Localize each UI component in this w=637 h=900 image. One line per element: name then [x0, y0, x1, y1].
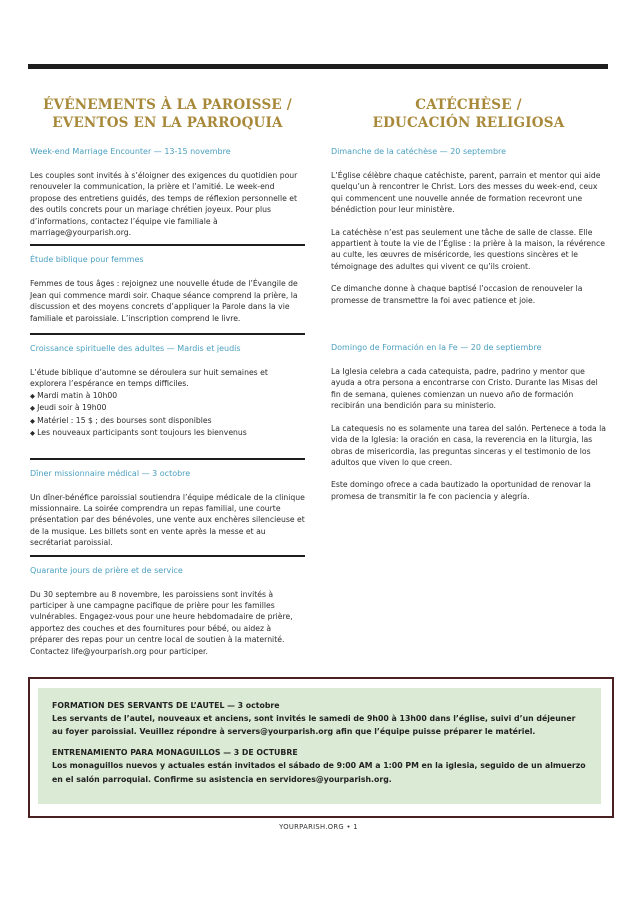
notice-text-fr: Les servants de l’autel, nouveaux et anciens, sont invités le samedi de 9h00 à 13h00 dans l’église, suivi d’un déjeuner au foyer paroissial. Veuillez répondre à servers@yourparish.org afin que l’équipe puisse préparer le matériel.	[52, 714, 576, 737]
event-heading: Dîner missionnaire médical — 3 octobre	[30, 468, 191, 478]
list-item: ◆ Matériel : 15 $ ; des bourses sont disponibles	[30, 415, 305, 427]
section-divider	[30, 458, 305, 460]
event-text: Un dîner-bénéfice paroissial soutiendra l’équipe médicale de la clinique missionnaire. La soirée comprendra un repas familial, une courte présentation par des bénévoles, une vente aux enchères silencieuse et de la musique. Les billets sont en vente après la messe et au secrétariat paroissial.	[30, 492, 305, 548]
events-column	[30, 96, 305, 657]
section-divider	[30, 555, 305, 557]
events-title-es: EVENTOS EN LA PARROQUIA	[52, 115, 283, 131]
catechesis-heading-fr: Dimanche de la catéchèse — 20 septembre	[331, 147, 507, 156]
section-divider	[30, 333, 305, 335]
events-title	[30, 96, 305, 132]
catechesis-title	[331, 96, 606, 132]
event-heading: Week-end Marriage Encounter — 13-15 novembre	[30, 147, 231, 156]
notice-heading-es: ENTRENAMIENTO PARA MONAGUILLOS — 3 DE OCTUBRE	[52, 748, 298, 758]
paragraph: Ce dimanche donne à chaque baptisé l’occasion de renouveler la promesse de transmettre la foi avec patience et joie.	[331, 284, 583, 305]
altar-server-notice-body	[38, 688, 601, 804]
list-item: ◆ Jeudi soir à 19h00	[30, 402, 305, 414]
event-text: Les couples sont invités à s’éloigner des exigences du quotidien pour renouveler la communication, la prière et l’amitié. Le week-end propose des entretiens guidés, des temps de réflexion personnelle et des outils concrets pour un mariage chrétien joyeux. Pour plus d’informations, contactez l’équipe vie familiale à marriage@yourparish.org.	[30, 171, 298, 238]
altar-server-notice	[28, 677, 614, 818]
event-heading: Étude biblique pour femmes	[30, 255, 144, 265]
events-title-fr: ÉVÉNEMENTS À LA PAROISSE /	[43, 97, 292, 113]
altar-server-es	[52, 747, 587, 785]
event-text: Femmes de tous âges : rejoignez une nouvelle étude de l’Évangile de Jean qui commence mardi soir. Chaque séance comprend la prière, la discussion et des moyens concrets d’appliquer la Parole dans la vie familiale et paroissiale. L’inscription comprend le livre.	[30, 279, 298, 323]
list-item: ◆ Les nouveaux participants sont toujours les bienvenus	[30, 427, 305, 439]
event-mission-dinner	[30, 468, 305, 549]
event-forty-days	[30, 565, 305, 657]
page-footer: YOURPARISH.ORG • 1	[279, 823, 358, 831]
paragraph: La catequesis no es solamente una tarea del salón. Pertenece a toda la vida de la Iglesia: la oración en casa, la reverencia en la liturgia, las obras de misericordia, las preguntas sinceras y el testimonio de los adultos que viven lo que creen.	[331, 423, 606, 467]
catechesis-sunday-fr	[331, 146, 606, 306]
notice-heading-fr: FORMATION DES SERVANTS DE L’AUTEL — 3 octobre	[52, 701, 280, 710]
section-divider	[30, 244, 305, 246]
event-heading: Quarante jours de prière et de service	[30, 565, 183, 575]
paragraph: L’Église célèbre chaque catéchiste, parent, parrain et mentor qui aide quelqu’un à rencontrer le Christ. Lors des messes du week-end, ceux qui commencent une nouvelle année de formation recevront une bénédiction pour leur ministère.	[331, 171, 601, 215]
event-womens-bible-study	[30, 254, 305, 324]
list-item: ◆ Mardi matin à 10h00	[30, 390, 305, 402]
notice-text-es: Los monaguillos nuevos y actuales están invitados el sábado de 9:00 AM a 1:00 PM en la iglesia, seguido de un almuerzo en el salón parroquial. Confirme su asistencia en servidores@yourparish.org.	[52, 761, 586, 784]
schedule-list	[30, 390, 305, 440]
event-text: Du 30 septembre au 8 novembre, les paroissiens sont invités à participer à une campagne pacifique de prière pour les familles vulnérables. Engagez-vous pour une heure hebdomadaire de prière, apportez des couches et des fournitures pour bébé, ou aidez à préparer des repas pour un centre local de soutien à la maternité. Contactez life@yourparish.org pour participer.	[30, 589, 293, 656]
event-heading: Croissance spirituelle des adultes — Mardis et jeudis	[30, 344, 241, 354]
event-text: L’étude biblique d’automne se déroulera sur huit semaines et explorera l’espérance en temps difficiles.	[30, 368, 268, 389]
paragraph: La Iglesia celebra a cada catequista, padre, padrino y mentor que ayuda a otra persona a encontrarse con Cristo. Durante las Misas del fin de semana, quienes comienzan un nuevo año de formación recibirán una bendición para su ministerio.	[331, 367, 598, 411]
catechesis-title-es: EDUCACIÓN RELIGIOSA	[372, 115, 565, 131]
altar-server-fr	[52, 700, 587, 738]
catechesis-sunday-es	[331, 342, 606, 502]
catechesis-heading-es: Domingo de Formación en la Fe — 20 de septiembre	[331, 343, 542, 353]
event-adult-growth	[30, 343, 305, 439]
paragraph: La catéchèse n’est pas seulement une tâche de salle de classe. Elle appartient à toute la vie de l’Église : la prière à la maison, la révérence au culte, les œuvres de miséricorde, les questions sincères et le témoignage des adultes qui vivent ce qu’ils croient.	[331, 227, 605, 271]
catechesis-title-fr: CATÉCHÈSE /	[415, 97, 522, 113]
paragraph: Este domingo ofrece a cada bautizado la oportunidad de renovar la promesa de transmitir la fe con paciencia y alegría.	[331, 480, 591, 501]
catechesis-column	[331, 96, 606, 502]
event-marriage-encounter	[30, 146, 305, 238]
top-rule	[28, 64, 608, 69]
